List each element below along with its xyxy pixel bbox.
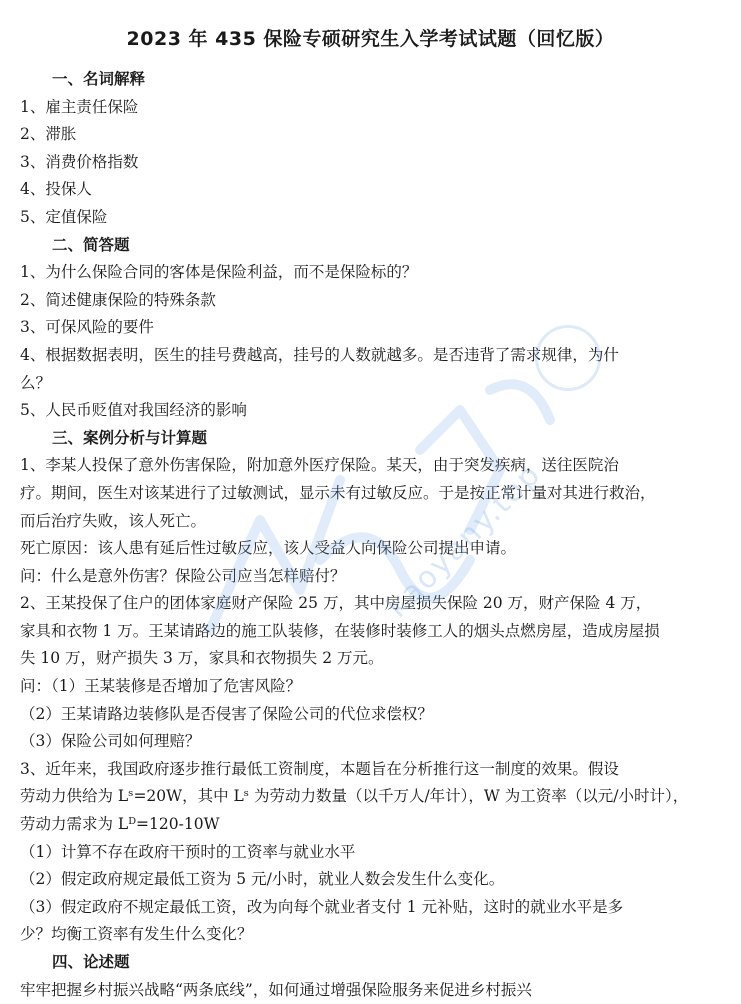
page-title: 2023 年 435 保险专硕研究生入学考试试题（回忆版） [126,28,615,50]
case3-question: （3）假定政府不规定最低工资，改为向每个就业者支付 1 元补贴，这时的就业水平是多 [20,897,624,916]
question-item: 2、简述健康保险的特殊条款 [20,290,216,309]
question-item: 4、根据数据表明，医生的挂号费越高，挂号的人数就越多。是否违背了需求规律，为什 [20,345,619,364]
case1-line: 而后治疗失败，该人死亡。 [20,511,207,530]
exam-content [20,66,720,1004]
case1-line: 疗。期间，医生对该某进行了过敏测试，显示未有过敏反应。于是按正常计量对其进行救治， [20,483,656,502]
section-heading-short-answer: 二、简答题 [52,235,130,254]
case1-line: 死亡原因：该人患有延后性过敏反应，该人受益人向保险公司提出申请。 [20,539,517,558]
case3-line: 劳动力需求为 Lᴰ=120-10W [20,815,220,834]
case1-question: 问：什么是意外伤害？保险公司应当怎样赔付？ [20,566,346,585]
case2-line: 2、王某投保了住户的团体家庭财产保险 25 万，其中房屋损失保险 20 万，财产保险 4 万， [20,594,652,613]
question-item: 5、定值保险 [20,207,108,226]
question-item: 3、可保风险的要件 [20,318,154,337]
case3-line: 劳动力供给为 Lˢ=20W，其中 Lˢ 为劳动力数量（以千万人/年计），W 为工资率（以元/小时计）， [20,787,689,806]
case3-question-continued: 少？均衡工资率有发生什么变化？ [20,925,253,944]
case2-question: （3）保险公司如何理赔？ [20,732,201,751]
section-heading-essay: 四、论述题 [52,953,130,971]
section-heading-case-analysis: 三、案例分析与计算题 [52,428,208,447]
case3-line: 3、近年来，我国政府逐步推行最低工资制度，本题旨在分析推行这一制度的效果。假设 [20,759,619,778]
question-item: 5、人民币贬值对我国经济的影响 [20,401,247,420]
question-item: 3、消费价格指数 [20,152,139,171]
case2-question: 问：（1）王某装修是否增加了危害风险？ [20,677,302,696]
essay-item: 牢牢把握乡村振兴战略“两条底线”，如何通过增强保险服务来促进乡村振兴 [20,980,532,999]
case2-line: 失 10 万，财产损失 3 万，家具和衣物损失 2 万元。 [20,649,384,668]
question-item-continued: 么？ [20,373,52,392]
question-item: 4、投保人 [20,180,92,199]
question-item: 1、雇主责任保险 [20,97,139,116]
case2-question: （2）王某请路边装修队是否侵害了保险公司的代位求偿权？ [20,704,433,723]
case3-question: （2）假定政府规定最低工资为 5 元/小时，就业人数会发生什么变化。 [20,870,505,889]
section-heading-terms: 一、名词解释 [52,70,146,88]
case1-line: 1、李某人投保了意外伤害保险，附加意外医疗保险。某天，由于突发疾病，送往医院治 [20,456,619,475]
question-item: 2、滞胀 [20,125,77,144]
question-item: 1、为什么保险合同的客体是保险利益，而不是保险标的？ [20,263,418,282]
case3-question: （1）计算不存在政府干预时的工资率与就业水平 [20,842,356,861]
case2-line: 家具和衣物 1 万。王某请路边的施工队装修，在装修时装修工人的烟头点燃房屋，造成房屋损 [20,621,660,640]
watermark-url: kaoyany.top [380,456,549,625]
